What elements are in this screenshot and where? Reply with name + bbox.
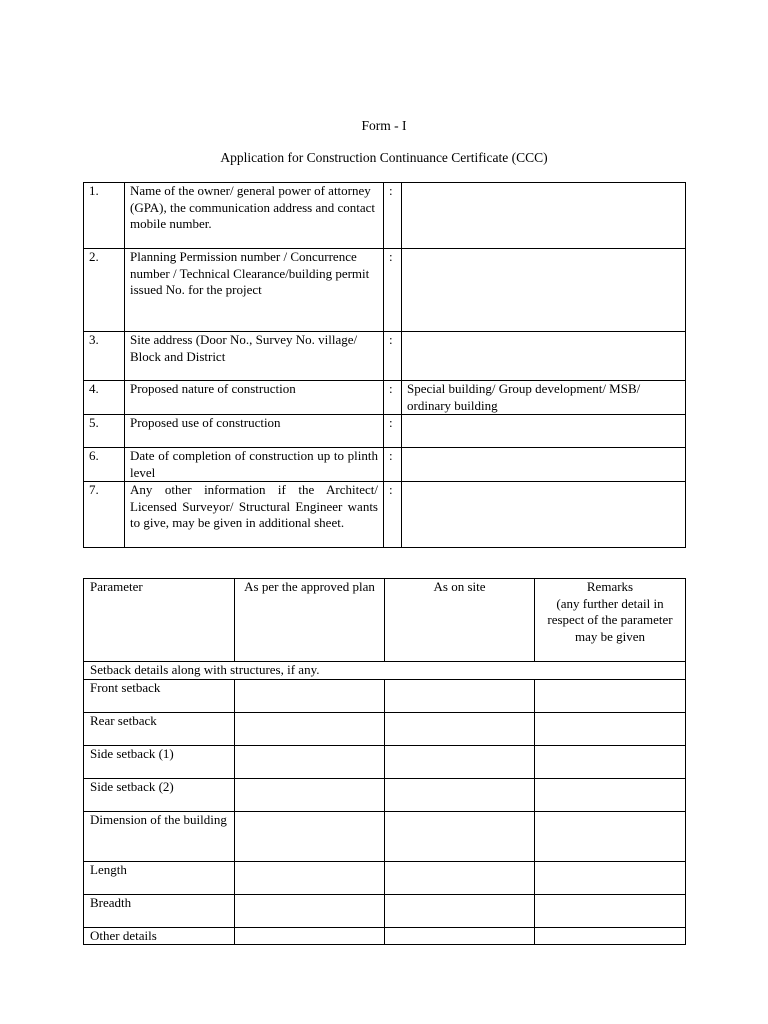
table-row	[84, 381, 686, 415]
on-site-cell[interactable]	[385, 745, 535, 778]
row-colon: :	[384, 482, 402, 548]
remarks-cell[interactable]	[535, 778, 686, 811]
row-number: 6.	[84, 448, 125, 482]
row-label: Date of completion of construction up to plinth level	[125, 448, 384, 482]
table-row	[84, 415, 686, 448]
parameter-label: Other details	[84, 927, 235, 945]
table-row	[84, 249, 686, 332]
row-colon: :	[384, 249, 402, 332]
header-remarks	[535, 579, 686, 662]
row-colon: :	[384, 183, 402, 249]
table-row	[84, 745, 686, 778]
parameter-label: Dimension of the building	[84, 811, 235, 861]
row-label: Site address (Door No., Survey No. village/ Block and District	[125, 332, 384, 381]
row-colon: :	[384, 448, 402, 482]
row-number: 4.	[84, 381, 125, 415]
on-site-cell[interactable]	[385, 861, 535, 894]
row-colon: :	[384, 381, 402, 415]
remarks-cell[interactable]	[535, 811, 686, 861]
row-value-field[interactable]	[402, 332, 686, 381]
application-details-table	[83, 182, 686, 548]
row-value-field[interactable]: Special building/ Group development/ MSB/ ordinary building	[402, 381, 686, 415]
parameter-label: Side setback (1)	[84, 745, 235, 778]
table-row	[84, 894, 686, 927]
table-row	[84, 712, 686, 745]
header-parameter: Parameter	[84, 579, 235, 662]
parameter-table	[83, 578, 686, 945]
form-title: Form - I	[361, 118, 407, 133]
table-row	[84, 927, 686, 945]
approved-cell[interactable]	[235, 861, 385, 894]
table-row	[84, 861, 686, 894]
section-row	[84, 662, 686, 680]
parameter-label: Rear setback	[84, 712, 235, 745]
header-approved-plan: As per the approved plan	[235, 579, 385, 662]
row-label: Name of the owner/ general power of attorney (GPA), the communication address and contact mobile number.	[125, 183, 384, 249]
parameter-label: Side setback (2)	[84, 778, 235, 811]
header-row	[84, 579, 686, 662]
table-row	[84, 679, 686, 712]
remarks-title: Remarks	[586, 579, 634, 594]
row-value-field[interactable]	[402, 183, 686, 249]
row-label: Planning Permission number / Concurrence number / Technical Clearance/building permit issued No. for the project	[125, 249, 384, 332]
remarks-cell[interactable]	[535, 861, 686, 894]
on-site-cell[interactable]	[385, 778, 535, 811]
parameter-label: Breadth	[84, 894, 235, 927]
row-colon: :	[384, 415, 402, 448]
table-row	[84, 482, 686, 548]
row-label: Proposed use of construction	[125, 415, 384, 448]
row-value-field[interactable]	[402, 482, 686, 548]
approved-cell[interactable]	[235, 712, 385, 745]
row-number: 1.	[84, 183, 125, 249]
row-number: 7.	[84, 482, 125, 548]
table-row	[84, 811, 686, 861]
header-on-site: As on site	[385, 579, 535, 662]
approved-cell[interactable]	[235, 927, 385, 945]
table-row	[84, 183, 686, 249]
remarks-cell[interactable]	[535, 712, 686, 745]
row-value-field[interactable]	[402, 448, 686, 482]
approved-cell[interactable]	[235, 679, 385, 712]
row-number: 3.	[84, 332, 125, 381]
remarks-cell[interactable]	[535, 745, 686, 778]
on-site-cell[interactable]	[385, 894, 535, 927]
parameter-label: Length	[84, 861, 235, 894]
section-label: Setback details along with structures, if any.	[84, 662, 686, 680]
remarks-subtitle: (any further detail in respect of the parameter may be given	[547, 595, 673, 644]
remarks-cell[interactable]	[535, 894, 686, 927]
row-colon: :	[384, 332, 402, 381]
on-site-cell[interactable]	[385, 679, 535, 712]
table-row	[84, 332, 686, 381]
form-subtitle: Application for Construction Continuance Certificate (CCC)	[220, 150, 548, 165]
row-label: Proposed nature of construction	[125, 381, 384, 415]
table-row	[84, 448, 686, 482]
approved-cell[interactable]	[235, 894, 385, 927]
approved-cell[interactable]	[235, 745, 385, 778]
on-site-cell[interactable]	[385, 712, 535, 745]
parameter-label: Front setback	[84, 679, 235, 712]
approved-cell[interactable]	[235, 778, 385, 811]
on-site-cell[interactable]	[385, 811, 535, 861]
row-value-field[interactable]	[402, 415, 686, 448]
remarks-cell[interactable]	[535, 679, 686, 712]
table-row	[84, 778, 686, 811]
remarks-cell[interactable]	[535, 927, 686, 945]
on-site-cell[interactable]	[385, 927, 535, 945]
row-value-field[interactable]	[402, 249, 686, 332]
row-number: 5.	[84, 415, 125, 448]
row-number: 2.	[84, 249, 125, 332]
approved-cell[interactable]	[235, 811, 385, 861]
row-label: Any other information if the Architect/ Licensed Surveyor/ Structural Engineer wants to give, may be given in additional sheet.	[125, 482, 384, 548]
